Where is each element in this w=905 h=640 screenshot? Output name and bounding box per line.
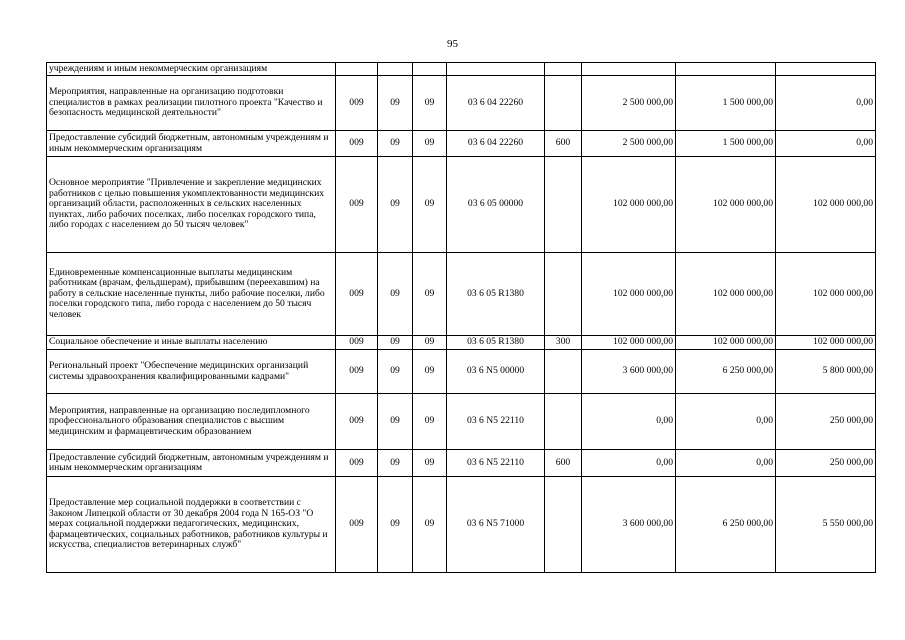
amount-year3-cell [776,63,876,76]
subsection-cell: 09 [413,131,447,157]
budget-table [46,62,876,573]
target-article-cell: 03 6 N5 22110 [447,394,545,450]
target-article-cell: 03 6 N5 71000 [447,477,545,573]
chapter-cell: 009 [336,336,378,350]
expense-type-cell [545,157,582,253]
amount-year1-cell: 3 600 000,00 [582,477,676,573]
target-article-cell: 03 6 05 R1380 [447,253,545,336]
table-row [47,131,876,157]
target-article-cell: 03 6 05 R1380 [447,336,545,350]
target-article-cell: 03 6 N5 22110 [447,450,545,477]
section-cell: 09 [378,477,413,573]
row-name-cell: Предоставление мер социальной поддержки в соответствии с Законом Липецкой области от 30 декабря 2004 года N 165-ОЗ "О мерах социальной поддержки педагогических, медицинских, фармацевтических, социальных работников, работников культуры и искусства, специалистов ветеринарных служб" [47,477,336,573]
row-name-cell: Предоставление субсидий бюджетным, автономным учреждениям и иным некоммерческим организациям [47,450,336,477]
expense-type-cell: 600 [545,131,582,157]
amount-year2-cell: 0,00 [676,450,776,477]
section-cell: 09 [378,450,413,477]
section-cell: 09 [378,157,413,253]
amount-year1-cell: 3 600 000,00 [582,350,676,394]
section-cell: 09 [378,253,413,336]
table-row [47,350,876,394]
subsection-cell: 09 [413,394,447,450]
amount-year3-cell: 250 000,00 [776,394,876,450]
chapter-cell: 009 [336,450,378,477]
expense-type-cell [545,253,582,336]
chapter-cell: 009 [336,394,378,450]
amount-year1-cell: 102 000 000,00 [582,336,676,350]
amount-year1-cell: 102 000 000,00 [582,253,676,336]
chapter-cell: 009 [336,253,378,336]
expense-type-cell: 600 [545,450,582,477]
amount-year1-cell: 0,00 [582,394,676,450]
amount-year3-cell: 250 000,00 [776,450,876,477]
amount-year2-cell: 102 000 000,00 [676,157,776,253]
expense-type-cell [545,76,582,131]
amount-year1-cell: 0,00 [582,450,676,477]
table-row [47,253,876,336]
subsection-cell: 09 [413,253,447,336]
amount-year3-cell: 5 550 000,00 [776,477,876,573]
target-article-cell: 03 6 04 22260 [447,131,545,157]
subsection-cell: 09 [413,477,447,573]
amount-year2-cell: 6 250 000,00 [676,350,776,394]
amount-year1-cell: 2 500 000,00 [582,76,676,131]
table-row [47,336,876,350]
table-row [47,450,876,477]
amount-year1-cell: 2 500 000,00 [582,131,676,157]
section-cell [378,63,413,76]
row-name-cell: Региональный проект "Обеспечение медицинских организаций системы здравоохранения квалифицированными кадрами" [47,350,336,394]
target-article-cell: 03 6 05 00000 [447,157,545,253]
expense-type-cell [545,477,582,573]
row-name-cell: Мероприятия, направленные на организацию последипломного профессионального образования специалистов с высшим медицинским и фармацевтическим образованием [47,394,336,450]
amount-year2-cell [676,63,776,76]
row-name-cell: Основное мероприятие "Привлечение и закрепление медицинских работников с целью повышения укомплектованности медицинских организаций области, расположенных в сельских населенных пунктах, либо рабочих поселках, либо поселках городского типа, либо городах с населением до 50 тысяч человек" [47,157,336,253]
target-article-cell: 03 6 N5 00000 [447,350,545,394]
page-number: 95 [447,38,458,50]
table-row [47,63,876,76]
section-cell: 09 [378,336,413,350]
row-name-cell: Единовременные компенсационные выплаты медицинским работникам (врачам, фельдшерам), прибывшим (переехавшим) на работу в сельские населенные пункты, либо рабочие поселки, либо поселки городского типа, либо города с населением до 50 тысяч человек [47,253,336,336]
amount-year3-cell: 102 000 000,00 [776,253,876,336]
amount-year1-cell: 102 000 000,00 [582,157,676,253]
amount-year2-cell: 6 250 000,00 [676,477,776,573]
target-article-cell: 03 6 04 22260 [447,76,545,131]
amount-year2-cell: 102 000 000,00 [676,336,776,350]
row-name-cell: Социальное обеспечение и иные выплаты населению [47,336,336,350]
table-row [47,477,876,573]
amount-year3-cell: 102 000 000,00 [776,157,876,253]
amount-year2-cell: 0,00 [676,394,776,450]
table-row [47,76,876,131]
subsection-cell: 09 [413,450,447,477]
amount-year3-cell: 5 800 000,00 [776,350,876,394]
amount-year1-cell [582,63,676,76]
expense-type-cell [545,63,582,76]
chapter-cell: 009 [336,477,378,573]
subsection-cell: 09 [413,76,447,131]
subsection-cell: 09 [413,350,447,394]
section-cell: 09 [378,350,413,394]
chapter-cell: 009 [336,76,378,131]
chapter-cell [336,63,378,76]
table-row [47,394,876,450]
row-name-cell: учреждениям и иным некоммерческим организациям [47,63,336,76]
budget-table-body [47,63,876,573]
table-row [47,157,876,253]
subsection-cell: 09 [413,336,447,350]
amount-year3-cell: 0,00 [776,76,876,131]
expense-type-cell [545,350,582,394]
target-article-cell [447,63,545,76]
section-cell: 09 [378,131,413,157]
chapter-cell: 009 [336,350,378,394]
chapter-cell: 009 [336,157,378,253]
subsection-cell: 09 [413,157,447,253]
amount-year2-cell: 102 000 000,00 [676,253,776,336]
amount-year2-cell: 1 500 000,00 [676,76,776,131]
amount-year3-cell: 0,00 [776,131,876,157]
expense-type-cell [545,394,582,450]
section-cell: 09 [378,76,413,131]
amount-year2-cell: 1 500 000,00 [676,131,776,157]
row-name-cell: Мероприятия, направленные на организацию подготовки специалистов в рамках реализации пилотного проекта "Качество и безопасность медицинской деятельности" [47,76,336,131]
amount-year3-cell: 102 000 000,00 [776,336,876,350]
chapter-cell: 009 [336,131,378,157]
subsection-cell [413,63,447,76]
expense-type-cell: 300 [545,336,582,350]
section-cell: 09 [378,394,413,450]
row-name-cell: Предоставление субсидий бюджетным, автономным учреждениям и иным некоммерческим организациям [47,131,336,157]
